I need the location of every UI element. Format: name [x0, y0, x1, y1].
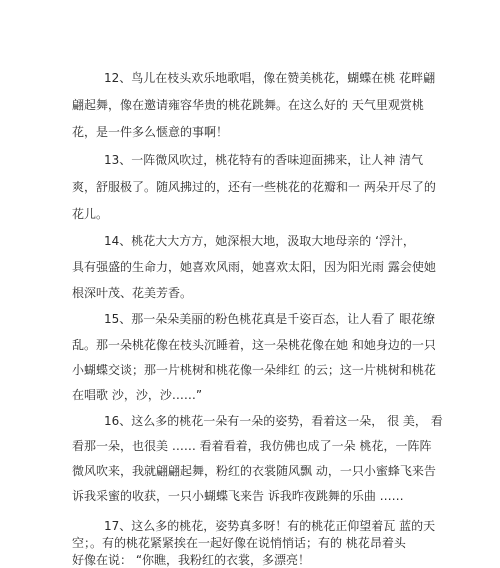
paragraph-line: 微风吹来，我就翩翩起舞，粉红的衣裳随风飘 动，一只小蜜蜂飞来告 — [72, 464, 436, 478]
paragraph-line: 小蝴蝶交谈；那一片桃树和桃花像一朵绯红 的云；这一片桃树和桃花 — [72, 363, 436, 377]
paragraph-line: 诉我采蜜的收获，一只小蝴蝶飞来告 诉我昨夜跳舞的乐曲 …… — [72, 489, 404, 503]
paragraph-line: 根深叶茂、花美芳香。 — [72, 286, 193, 300]
paragraph-line: 12、鸟儿在枝头欢乐地歌唱，像在赞美桃花，蝴蝶在桃 花畔翩 — [104, 71, 436, 85]
paragraph-line: 花儿。 — [72, 207, 109, 221]
paragraph-line: 好像在说： “你瞧，我粉红的衣裳，多漂亮！ — [72, 553, 311, 567]
paragraph-line: 具有强盛的生命力，她喜欢风雨，她喜欢太阳，因为阳光雨 露会使她 — [72, 260, 436, 274]
paragraph-line: 花，是一件多么惬意的事啊！ — [72, 125, 229, 139]
paragraph-line: 乱。那一朵桃花像在枝头沉睡着，这一朵桃花像在她 和她身边的一只 — [72, 338, 436, 352]
paragraph-line: 空；。有的桃花紧紧挨在一起好像在说悄悄话；有的 桃花昂着头 — [72, 536, 406, 550]
paragraph-line: 13、一阵微风吹过，桃花特有的香味迎面拂来，让人神 清气 — [104, 153, 424, 167]
paragraph-line: 翩起舞，像在邀请雍容华贵的桃花跳舞。在这么好的 天气里观赏桃 — [72, 98, 424, 112]
paragraph-line: 看那一朵，也很美 …… 看着看着，我仿佛也成了一朵 桃花，一阵阵 — [72, 439, 432, 453]
paragraph-line: 14、桃花大大方方，她深根大地，汲取大地母亲的 ‘浮汁， — [104, 234, 415, 248]
paragraph-line: 爽，舒服极了。随风拂过的，还有一些桃花的花瓣和一 两朵开尽了的 — [72, 180, 436, 194]
paragraph-line: 16、这么多的桃花一朵有一朵的姿势，看着这一朵， 很 美， 看 — [104, 414, 443, 428]
paragraph-line: 15、那一朵朵美丽的粉色桃花真是千姿百态，让人看了 眼花缭 — [104, 312, 436, 326]
paragraph-line: 在唱歌 沙，沙，沙……” — [72, 388, 203, 402]
paragraph-line: 17、这么多的桃花，姿势真多呀！有的桃花正仰望着瓦 蓝的天 — [104, 519, 436, 533]
